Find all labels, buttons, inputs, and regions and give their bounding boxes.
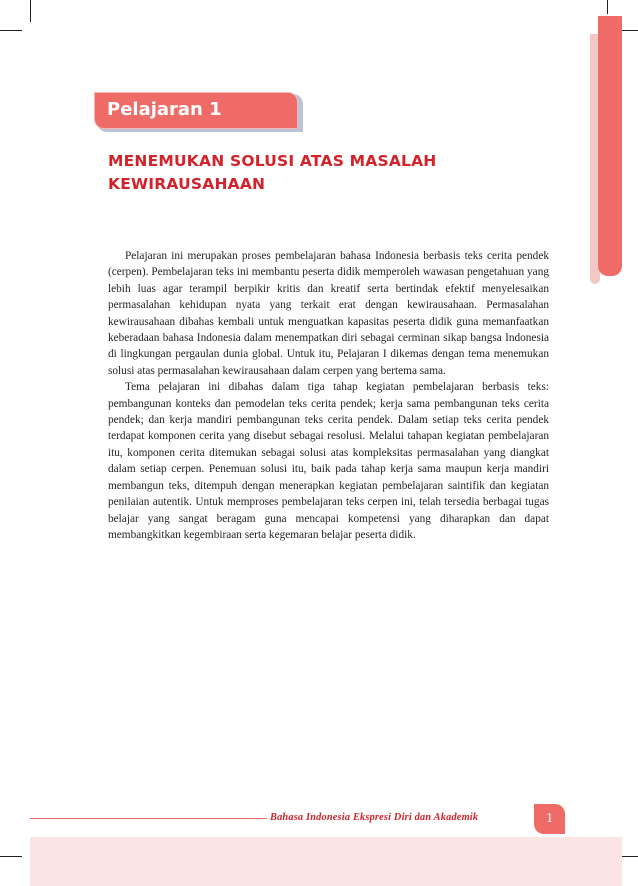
crop-mark-top-left-v xyxy=(30,0,31,22)
lesson-title xyxy=(108,150,508,196)
page-number: 1 xyxy=(546,811,553,826)
lesson-title-line-2: KEWIRAUSAHAAN xyxy=(108,175,266,193)
bottom-band xyxy=(30,837,622,886)
footer-rule xyxy=(30,818,267,819)
side-decoration-bar xyxy=(598,16,622,276)
footer-book-title: Bahasa Indonesia Ekspresi Diri dan Akademik xyxy=(270,812,479,823)
lesson-title-line-1: MENEMUKAN SOLUSI ATAS MASALAH xyxy=(108,152,437,170)
crop-mark-bottom-left-h xyxy=(0,856,22,857)
crop-mark-top-left-h xyxy=(0,30,22,31)
lesson-tab xyxy=(94,92,298,129)
paragraph-2: Tema pelajaran ini dibahas dalam tiga tahap kegiatan pembelajaran berbasis teks: pembangunan konteks dan pemodelan teks cerita pendek; kerja sama pembangunan teks cerita pendek; dan kerja mandiri pembangunan teks cerita pendek. Dalam setiap teks cerita pendek terdapat komponen cerita yang disebut sebagai resolusi. Melalui tahapan kegiatan pembelajaran itu, komponen cerita ditemukan sebagai solusi atas kompleksitas permasalahan yang diangkat dalam setiap cerpen. Penemuan solusi itu, baik pada tahap kerja sama maupun kerja mandiri membangun teks, ditempuh dengan menerapkan kegiatan pembelajaran saintifik dan kegiatan penilaian autentik. Untuk memproses pembelajaran teks cerpen ini, telah tersedia berbagai tugas belajar yang sangat beragam guna mencapai kompetensi yang diharapkan dan dapat membangkitkan kegembiraan serta kegemaran belajar peserta didik. xyxy=(108,381,549,541)
body-text xyxy=(108,248,549,543)
paragraph-1: Pelajaran ini merupakan proses pembelajaran bahasa Indonesia berbasis teks cerita pendek (cerpen). Pembelajaran teks ini membantu peserta didik memperoleh wawasan pengetahuan yang lebih luas agar terampil berpikir kritis dan kreatif serta bertindak efektif menyelesaikan permasalahan kehidupan nyata yang terkait erat dengan kewirausahaan. Permasalahan kewirausahaan dibahas kembali untuk menguatkan kapasitas peserta didik guna memanfaatkan keberadaan bahasa Indonesia dalam menempatkan diri sebagai cerminan sikap bangsa Indonesia di lingkungan pergaulan dunia global. Untuk itu, Pelajaran I dikemas dengan tema menemukan solusi atas permasalahan kewirausahaan dalam cerpen yang bertema sama. xyxy=(108,250,549,377)
crop-mark-top-right-v xyxy=(607,0,608,14)
lesson-tab-label: Pelajaran 1 xyxy=(107,99,222,120)
page-number-badge xyxy=(534,804,565,834)
